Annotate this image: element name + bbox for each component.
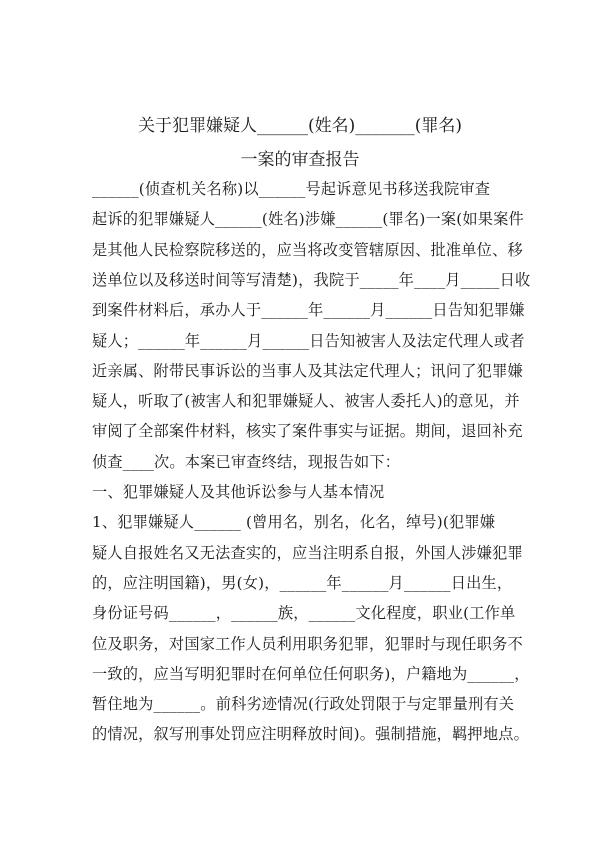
body-line: 一致的，应当写明犯罪时在何单位任何职务)，户籍地为______， [92,664,530,683]
body-line: 疑人；______年______月______日告知被害人及法定代理人或者 [92,331,525,350]
body-line: 暂住地为______。前科劣迹情况(行政处罚限于与定罪量刑有关 [92,695,515,714]
report-title-line-2: 一案的审查报告 [240,150,360,170]
body-line: 一、犯罪嫌疑人及其他诉讼参与人基本情况 [92,483,385,501]
body-line: 近亲属、附带民事诉讼的当事人及其法定代理人；讯问了犯罪嫌 [92,361,523,380]
body-line: 的情况，叙写刑事处罚应注明释放时间)。强制措施，羁押地点。 [92,725,529,744]
body-line: 的，应注明国籍)，男(女)，______年______月______日出生， [92,573,513,592]
body-line: 位及职务，对国家工作人员利用职务犯罪，犯罪时与现任职务不 [92,634,523,653]
body-line: 送单位以及移送时间等写清楚)，我院于_____年____月_____日收 [92,270,531,289]
body-line: 到案件材料后，承办人于______年______月______日告知犯罪嫌 [92,301,525,320]
body-line: 侦查____次。本案已审查终结，现报告如下： [92,452,401,471]
body-line: 身份证号码______，______族，______文化程度，职业(工作单 [92,604,516,623]
body-line: 起诉的犯罪嫌疑人______(姓名)涉嫌______(罪名)一案(如果案件 [92,210,524,229]
body-line: ______(侦查机关名称)以______号起诉意见书移送我院审查 [92,180,491,198]
body-line: 1、犯罪嫌疑人______ (曾用名，别名，化名，绰号)(犯罪嫌 [92,513,496,532]
body-line: 是其他人民检察院移送的，应当将改变管辖原因、批准单位、移 [92,240,523,259]
report-title-line-1: 关于犯罪嫌疑人______(姓名)_______(罪名) [137,116,463,136]
body-line: 疑人，听取了(被害人和犯罪嫌疑人、被害人委托人)的意见，并 [92,392,520,411]
body-line: 审阅了全部案件材料，核实了案件事实与证据。期间，退回补充 [92,422,523,441]
body-line: 疑人自报姓名又无法查实的，应当注明系自报，外国人涉嫌犯罪 [92,543,523,562]
